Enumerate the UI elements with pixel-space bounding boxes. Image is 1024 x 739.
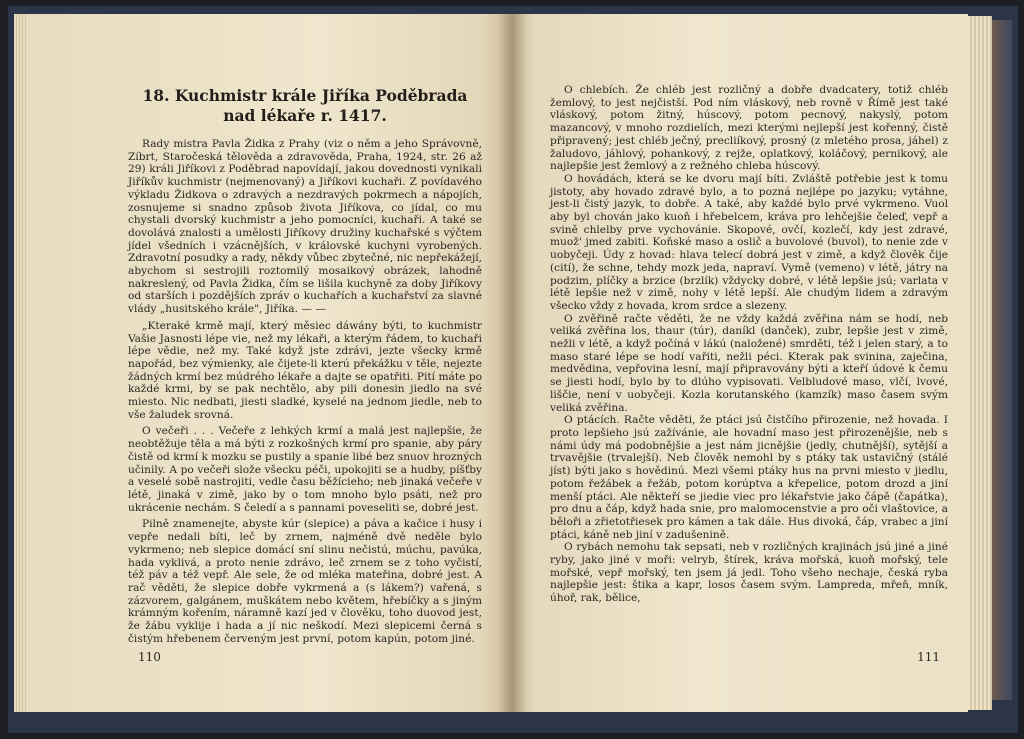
paragraph: O zvěřině račte věděti, že ne vždy každá zvěřina nám se hodí, neb veliká zvěřina los, thaur (túr), daníkl (danček), zubr, lepšie jest v zimě, nežli v létě, a když počíná v lákú (naložené) smrděti, též i jelen starý, a to maso staré lépe se hodí vařiti, nežli péci. Kterak pak svinina, zaječina, medvědina, vepřovina lesní, mají připravovány býti a kteří údové k čemu se jiesti hodí, bylo by to dlúho vypisovati. Velbludové maso, vlčí, lvové, liščie, není v uobyčeji. Kozla korutanského (kamzík) maso časem svým veliká zvěřina. (550, 312, 948, 414)
paragraph: O chlebích. Že chléb jest rozličný a dobře dvadcatery, totiž chléb žemlový, to jest nejčistší. Pod ním vláskový, neb rovně v Římě jest také vláskový, potom žitný, húscový, potom pecnový, nakyslý, potom mazancový, v mnoho rozdielích, mezi kterými nejlepší jest kořenný, čistě připravený; jest chléb ječný, precliíkový, prosný (z mletého prosa, jáhel) z žaludovo, jáhlový, pohankový, z rejže, oplatkový, koláčový, pernikový, ale najlepšie jest žemlový a z režného chleba húscový. (550, 84, 948, 173)
paragraph: „Kteraké krmě mají, který měsiec dáwány býti, to kuchmistr Vašie Jasnosti lépe vie, než my lékaři, a kterým řádem, to kuchaři lépe vědie, než my. Také když jste zdrávi, jezte všecky krmě napořád, bez výmienky, ale čijete-li kterú překážku v těle, nejezte žádných krmí bez múdrého lékaře a dajte se opatřiti. Pití máte po každé krmi, by se pak nechtělo, aby pili donesin jiedlo na své miesto. Nic nedbati, jiesti sladké, kyselé na jednom jiedle, neb to vše žaludek srovná. (128, 319, 482, 421)
right-page (512, 14, 968, 712)
paragraph: O hovádách, která se ke dvoru mají bíti. Zvláště potřebie jest k tomu jistoty, aby hovado zdravé bylo, a to pozná nejlépe po jazyku; vytáhne, jest-li čistý jazyk, to dobře. A také, aby každé bylo prvé vykrmeno. Vuol aby byl chován jako kuoň i hřebelcem, kráva pro lehčejšie čeleď, vepř a svině chlelby prve vychovánie. Skopové, ovčí, kozlečí, kdy jest zdravé, muož' jmed zabiti. Koňské maso a oslič a buvolové (buvol), to nenie zde v uobyčeji. Údy z hovad: hlava telecí dobrá jest v zimě, a když člověk čije (cití), že schne, tehdy mozk jeda, napraví. Vymě (vemeno) v létě, játry na podzim, plíčky a brzice (brzlík) vždycky dobré, v létě lepšie jsú; varlata v létě lepšie než v zimě, nohy v létě lepší. Ale chudým lidem a zdravým všecko vždy z hovada, krom srdce a slezeny. (550, 172, 948, 312)
page-number-right: 111 (917, 650, 940, 664)
paragraph: O večeři . . . Večeře z lehkých krmí a malá jest najlepšie, že neobtěžuje těla a má býti z rozkošných krmí pro spanie, aby páry čistě od krmí k mozku se pustily a spanie libé bez snuov hrozných učinily. A po večeři slože všecku péči, upokojiti se a hudby, píšťby a veselé sobě nastrojiti, vedle času běžícieho; neb jinaká večeře v létě, jinaká v zimě, jako by o tom mnoho bylo psáti, než pro ukrácenie nechám. S čeledí a s pannami poveseliti se, dobré jest. (128, 425, 482, 514)
page-number-left: 110 (138, 650, 161, 664)
paragraph: O rybách nemohu tak sepsati, neb v rozličných krajinách jsú jiné a jiné ryby, jako jiné v moři: velryb, štírek, kráva mořská, kuoň mořský, tele mořské, vepř mořský, ten jsem já jedl. Toho všeho nechaje, česká ryba najlepšie jest: štika a kapr, losos časem svým. Lampreda, mřeň, mník, úhoř, rak, bělice, (550, 541, 948, 605)
right-cover-edge (992, 20, 1012, 700)
paragraph: O ptácích. Račte věděti, že ptáci jsú čistčího přirozenie, než hovada. I proto lepšieho jsú zažívánie, ale hovadní maso jest přirozenějšie, neb s námi údy má podobnějšie a jest nám jicnějšie (jedly, chutnější), sytější a trvavějšie (trvalejší). Neb člověk nemohl by s ptáky tak ustavičný (stálé jíst) býti jako s hovědinú. Mezi všemi ptáky hus na prvni miesto v jiedlu, potom řežábek a řežáb, potom korúptva a křepelice, potom drozd a jiní menší ptáci. Ale někteří se jiedie viec pro lékařstvie jako čápě (čapátka), pro dnu a čáp, když hada snie, pro malomocenstvie a pro oči vlaštovice, a běloři a zřietotřiesek pro kámen a tak dále. Hus divoká, čáp, vrabec a jiní ptáci, káně neb jiní v zadušenině. (550, 414, 948, 541)
paragraph: Pilně znamenejte, abyste kúr (slepice) a páva a kačice i husy i vepře nedali bíti, leč by zrnem, najméně dvě neděle bylo vykrmeno; neb slepice domácí sní slinu nečistú, múchu, pavúka, hada vyklivá, a proto nenie zdrávo, leč zrnem se z toho vyčistí, též páv a též vepř. Ale sele, že od mléka mateřina, dobré jest. A rač věděti, že slepice dobře vykrmená a (s lákem?) vařená, s zázvorem, galgánem, muškátem nebo květem, hřebíčky a s jiným krámným kořením, náramně kazí jed v člověku, toho duovod jest, že žábu vyklije i hada a jí nic neškodí. Mezi slepicemi černá s čistým hřebenem červeným jest první, potom kapún, potom jiné. (128, 518, 482, 645)
paragraph: Rady mistra Pavla Židka z Prahy (viz o něm a jeho Správovně, Zíbrt, Staročeská tělověda a zdravověda, Praha, 1924, str. 26 až 29) králi Jiříkovi z Poděbrad napovídají, jakou dovednosti vynikali Jiříkův kuchmistr (nejmenovaný) a Jiříkovi kuchaři. Z povídavého výkladu Židkova o zdravých a nezdravých pokrmech a nápojích, zosnujeme si snadno způsob života Jiříkova, co jídal, co mu chystali dvorský kuchmistr a jeho pomocníci, kuchaři. A také se dovolává znalosti a umělosti Jiříkovy družiny kuchařské s výčtem jídel všedních i vzácnějších, v královské kuchyni vyrobených. Zdravotní posudky a rady, někdy vůbec zbytečné, nic nepřekážejí, abychom si sestrojili roztomilý mosaikový obrázek, lahodně nakreslený, od Pavla Židka, čím se lišila kuchyně za doby Jiříkovy od starších i pozdějších zpráv o kuchařích a kuchařství za slavné vlády „husitského krále", Jiříka. — — (128, 138, 482, 316)
chapter-heading: 18. Kuchmistr krále Jiříka Poděbrada nad lékaře r. 1417. (142, 86, 468, 125)
right-page-edges (966, 16, 992, 710)
left-page (28, 14, 512, 712)
